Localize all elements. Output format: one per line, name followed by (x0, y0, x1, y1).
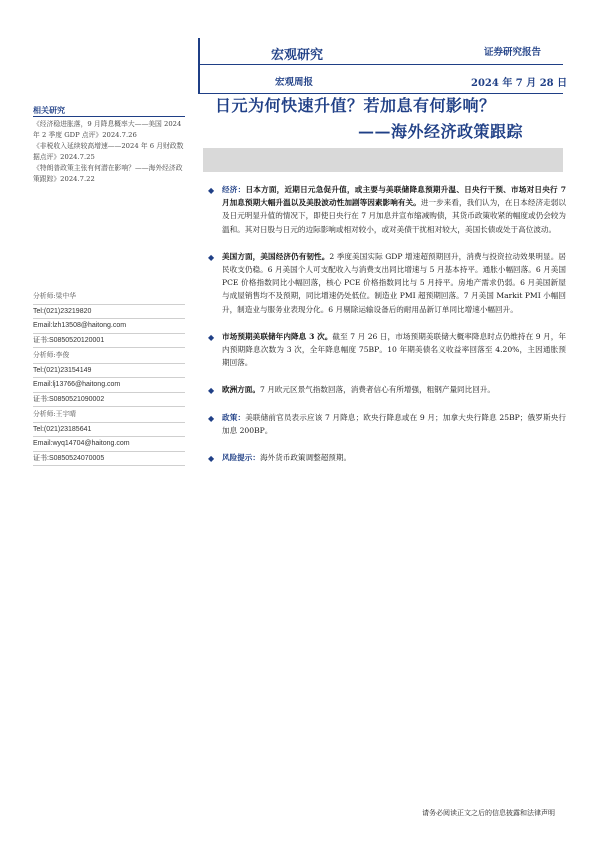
analyst-card (33, 290, 185, 348)
summary-paragraph (208, 383, 566, 396)
paragraph-lead: 政策： (222, 412, 246, 422)
paragraph-text: 海外货币政策调整超预期。 (259, 453, 352, 463)
analyst-tel: Tel:(021)23154149 (33, 364, 185, 379)
header-divider (198, 64, 563, 65)
related-research-divider (33, 116, 185, 117)
paragraph-highlight: 日本方面，近期日元急促升值，或主要与美联储降息预期升温、日央行干预、市场对日央行 7 月加息预期大幅升温以及美股波动性加剧等因素影响有关。 (222, 185, 566, 208)
analyst-email[interactable]: Email:lj13766@haitong.com (33, 378, 185, 393)
paragraph-text: 进一步来看，我们认为，在日本经济走弱以及日元明显升值的情况下，即使日央行在 7 月加息并宣布缩减购债，其货币政策收紧的幅度或仍会较为温和。其对日股与日元的边际影响或相对较小，或对美债干扰相对较大，美国长债或处于高位波动。 (222, 198, 567, 234)
paragraph-text: 7 月欧元区景气指数回落，消费者信心有所增强，粗钢产量同比回升。 (259, 385, 496, 395)
analyst-tel: Tel:(021)23219820 (33, 305, 185, 320)
bullet-icon: ◆ (208, 332, 215, 342)
related-research-heading: 相关研究 (33, 105, 65, 115)
analyst-name: 分析师:梁中华 (33, 290, 185, 305)
bullet-icon: ◆ (208, 413, 215, 423)
header-vertical-rule (198, 38, 200, 94)
report-type-label: 证券研究报告 (484, 47, 542, 58)
summary-body (208, 183, 566, 478)
subsection-title: 宏观周报 (275, 77, 314, 88)
paragraph-highlight: 市场预期美联储年内降息 3 次。 (222, 331, 333, 341)
analyst-list (33, 290, 185, 467)
bullet-icon: ◆ (208, 454, 215, 464)
section-title: 宏观研究 (271, 48, 324, 63)
report-date: 2024 年 7 月 28 日 (471, 78, 568, 89)
summary-paragraph (208, 411, 566, 437)
analyst-card (33, 408, 185, 466)
summary-paragraph (208, 250, 566, 316)
analyst-email[interactable]: Email:wyq14704@haitong.com (33, 437, 185, 452)
summary-paragraph (208, 183, 566, 236)
bullet-icon: ◆ (208, 386, 215, 396)
analyst-name: 分析师:王宇晴 (33, 408, 185, 423)
report-title: 日元为何快速升值？若加息有何影响？ (215, 96, 496, 115)
paragraph-highlight: 美国方面，美国经济仍有韧性。 (222, 251, 330, 261)
paragraph-lead: 经济： (222, 185, 246, 194)
paragraph-text: 截至 7 月 26 日，市场预期美联储大概率降息时点仍维持在 9 月，年内预期降息次数为 3 次，全年降息幅度 75BP。10 年期美债名义收益率回落至 4.20%，主因通胀预期回落。 (222, 331, 566, 368)
summary-paragraph (208, 451, 566, 464)
summary-paragraph (208, 330, 566, 370)
related-research-list (33, 119, 185, 185)
report-subtitle: ——海外经济政策跟踪 (358, 122, 524, 141)
related-research-item[interactable]: 《非税收入延续较高增速——2024 年 6 月财政数据点评》2024.7.25 (33, 142, 184, 161)
disclaimer-footer: 请务必阅读正文之后的信息披露和法律声明 (422, 809, 555, 817)
analyst-card (33, 349, 185, 407)
related-research-item[interactable]: 《经济稳进胀落，9 月降息概率大——美国 2024 年 2 季度 GDP 点评》2024.7.26 (33, 120, 182, 139)
analyst-cert: 证书:S0850520120001 (33, 334, 185, 349)
paragraph-text: 美联储前官员表示应该 7 月降息；欧央行降息或在 9 月；加拿大央行降息 25BP；俄罗斯央行加息 200BP。 (222, 412, 566, 435)
analyst-email[interactable]: Email:lzh13508@haitong.com (33, 319, 185, 334)
paragraph-highlight: 欧洲方面。 (222, 385, 260, 395)
analyst-tel: Tel:(021)23185641 (33, 423, 185, 438)
analyst-cert: 证书:S0850524070005 (33, 452, 185, 467)
paragraph-lead: 风险提示： (222, 453, 260, 463)
analyst-name: 分析师:李俊 (33, 349, 185, 364)
analyst-cert: 证书:S0850521090002 (33, 393, 185, 408)
bullet-icon: ◆ (208, 186, 215, 195)
paragraph-text: 2 季度美国实际 GDP 增速超预期回升，消费与投资拉动效果明显。居民收支仍稳。6 月美国个人可支配收入与消费支出同比增速与 5 月基本持平。通胀小幅回落。6 月美国 PCE 价格指数同比小幅回落，核心 PCE 价格指数同比与 5 月持平。房地产需求仍弱。6 月美国新屋与成屋销售均不及预期，同比增速仍处低位。制造业 PMI 超预期回落。7 月美国 Markit PMI 小幅回升，制造业与服务业表现分化。6 月剔除运输设备后的耐用品新订单同比增速小幅回升。 (222, 251, 566, 314)
summary-band (203, 148, 563, 172)
bullet-icon: ◆ (208, 252, 215, 262)
related-research-item[interactable]: 《特朗普政策主张有何潜在影响？——海外经济政策跟踪》2024.7.22 (33, 164, 183, 183)
